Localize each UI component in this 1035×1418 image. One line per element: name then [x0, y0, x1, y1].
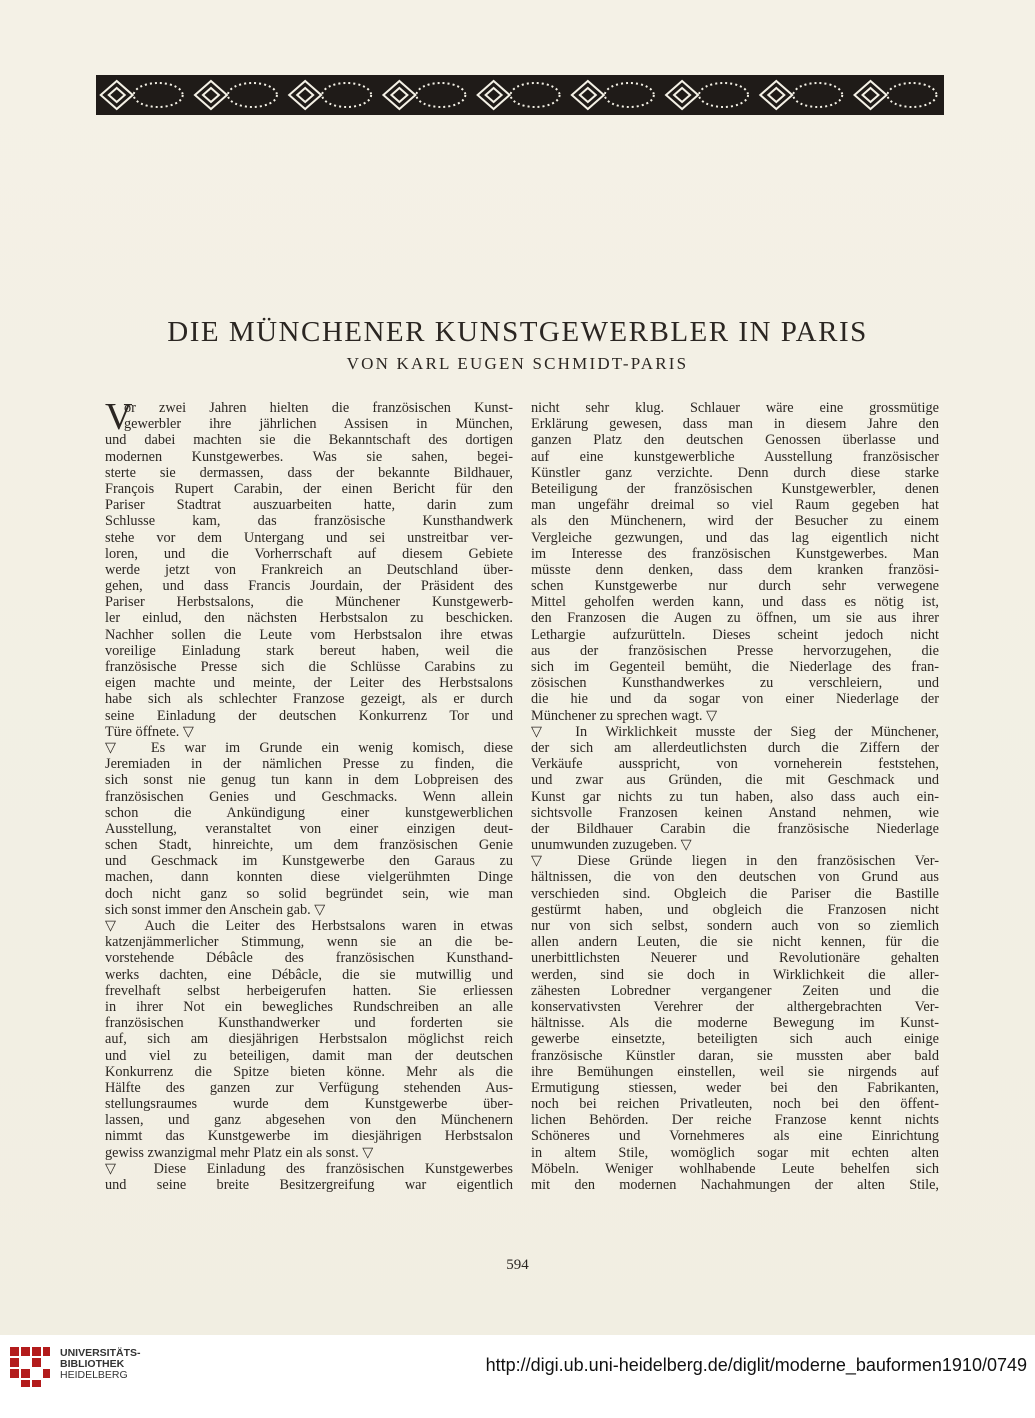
text-line: sich sonst immer den Anschein gab. ▽ — [105, 901, 326, 918]
text-line: Ermutigung stiessen, weder bei den Fabrikanten, — [531, 1079, 939, 1096]
text-line: auf, sich am diesjährigen Herbstsalon möglichst reich — [105, 1031, 513, 1048]
text-line: werde jetzt von Frankreich an Deutschland über- — [105, 561, 513, 578]
text-line: verschieden sind. Obgleich die Pariser die Bastille — [531, 885, 939, 902]
text-line: und seine breite Besitzergreifung war eigentlich — [105, 1177, 513, 1193]
text-line: und viel zu beteiligen, damit man der deutschen — [105, 1047, 513, 1064]
text-line: Verkäufe ausspricht, von vorneherein feststehen, — [531, 756, 939, 773]
source-url-link[interactable]: http://digi.ub.uni-heidelberg.de/diglit/moderne_bauformen1910/0749 — [485, 1355, 1027, 1375]
text-line: Möbeln. Weniger wohlhabende Leute behelfen sich — [531, 1160, 939, 1177]
text-line: werden, sind sie doch in Wirklichkeit die aller- — [531, 966, 939, 983]
text-line: schen Stadt, hinreichte, um dem französischen Genie — [105, 837, 513, 854]
text-line: gewerbler ihre jährlichen Assisen in München, — [124, 416, 513, 433]
text-line: ▽ In Wirklichkeit musste der Sieg der Münchener, — [531, 723, 939, 740]
text-line: frevelhaft selbst herbeigerufen hatten. Sie erliessen — [105, 982, 513, 999]
text-line: französischen Genies und Geschmacks. Wenn allein — [105, 788, 513, 805]
text-line: Konkurrenz die Spitze bieten könne. Mehr als die — [105, 1063, 513, 1080]
text-line: stellungsraumes wurde dem Kunstgewerbe über- — [105, 1096, 513, 1113]
text-line: zähesten Lobredner vergangener Zeiten und die — [531, 982, 939, 999]
text-line: sich sonst nie genug tun kann in dem Lobpreisen des — [105, 772, 513, 789]
text-line: Lethargie aufzurütteln. Dieses scheint jedoch nicht — [531, 626, 939, 643]
text-line: noch bei reichen Privatleuten, noch bei den öffent- — [531, 1096, 939, 1113]
text-line: gestürmt haben, und obgleich die Franzosen nicht — [531, 901, 939, 918]
text-line: habe sich als schlechter Franzose gezeigt, als er durch — [105, 691, 513, 708]
text-line: voreilige Einladung stark bereut haben, weil die — [105, 642, 513, 659]
text-line: seine Einladung der deutschen Konkurrenz Tor und — [105, 707, 513, 724]
text-line: ganzen Platz den deutschen Genossen überlasse und — [531, 432, 939, 449]
text-line: zösischen Kunsthandwerkes zu verschleiern, und — [531, 675, 939, 692]
text-line: Beteiligung der französischen Kunstgewerbler, denen — [531, 480, 939, 497]
text-line: in ihrer Not ein bewegliches Rundschreiben an alle — [105, 998, 513, 1015]
text-line: vorstehende Débâcle des französischen Kunsthand- — [105, 950, 513, 967]
digitization-footer — [0, 1335, 1035, 1418]
text-line: Münchener zu sprechen wagt. ▽ — [531, 707, 718, 724]
text-line: die hie und da sogar von einer Niederlage der — [531, 691, 939, 708]
text-line: in altem Stile, womöglich sogar mit echten alten — [531, 1144, 939, 1161]
text-line: Vergleiche gezwungen, und das lag eigentlich nicht — [531, 529, 939, 546]
text-line: machen, dann konnten diese vielgerühmten Dinge — [105, 869, 513, 886]
text-line: und Geschmack im Kunstgewerbe den Garaus zu — [105, 853, 513, 870]
text-line: mit den modernen Nachahmungen der alten Stile, — [531, 1177, 939, 1193]
text-line: stehe vor dem Untergang und sei unstreitbar ver- — [105, 529, 513, 546]
library-logo-icon — [8, 1345, 52, 1389]
text-line: Künstler ganz verzichte. Denn durch diese starke — [531, 464, 939, 481]
text-line: im Interesse des französischen Kunstgewerbes. Man — [531, 545, 939, 562]
text-line: französischen Kunsthandwerker und forderten sie — [105, 1015, 513, 1032]
text-line: hältnisse. Als die moderne Bewegung im Kunst- — [531, 1015, 939, 1032]
drop-cap: V — [105, 396, 133, 438]
text-line: gewiss zwanzigmal mehr Platz ein als sonst. ▽ — [105, 1144, 374, 1161]
text-line: modernen Kunstgewerbes. Was sie sahen, begei- — [105, 448, 513, 465]
text-line: der Bildhauer Carabin die französische Niederlage — [531, 820, 939, 837]
article-title: DIE MÜNCHENER KUNSTGEWERBLER IN PARIS — [167, 316, 868, 348]
text-line: werks dachten, eine Débâcle, die sie mutwillig und — [105, 966, 513, 983]
text-line: ▽ Auch die Leiter des Herbstsalons waren in etwas — [105, 918, 513, 934]
text-line: unerbittlichsten Neuerer und Revolutionäre gehalten — [531, 950, 939, 967]
text-line: nicht sehr klug. Schlauer wäre eine grossmütige — [531, 400, 939, 416]
text-line: Schöneres und Vornehmeres als eine Einrichtung — [531, 1128, 939, 1145]
text-line: Pariser Herbstsalons, die Münchener Kunstgewerb- — [105, 594, 513, 611]
text-line: sterte sie dermassen, dass der bekannte Bildhauer, — [105, 464, 513, 481]
text-line: man ungefähr dreimal so viel Raum gegeben hat — [531, 497, 939, 514]
text-line: nimmt das Kunstgewerbe im diesjährigen Herbstsalon — [105, 1128, 513, 1145]
library-name-line: UNIVERSITÄTS- — [60, 1347, 141, 1359]
text-line: als den Münchenern, wird der Besucher zu einem — [531, 513, 939, 530]
text-line: ▽ Diese Einladung des französischen Kunstgewerbes — [105, 1160, 513, 1177]
text-line: sichtsvolle Franzosen keinen Anstand nehmen, wie — [531, 804, 939, 821]
text-line: schen Kunstgewerbe nur durch sehr verwegene — [531, 578, 939, 595]
right-text-column — [531, 400, 939, 1193]
text-line: Mittel geholfen werden kann, und dass es nötig ist, — [531, 594, 939, 611]
text-line: den Franzosen die Augen zu öffnen, um sie aus ihrer — [531, 610, 939, 627]
text-line: Nachher sollen die Leute vom Herbstsalon ihre etwas — [105, 626, 513, 643]
text-line: aus der französischen Presse hervorzugehen, die — [531, 642, 939, 659]
text-line: der sich am allerdeutlichsten durch die Ziffern der — [531, 739, 939, 756]
page-number: 594 — [506, 1257, 529, 1273]
text-line: katzenjämmerlicher Stimmung, wenn sie an die be- — [105, 934, 513, 951]
text-line: lassen, und ganz abgesehen von den Münchenern — [105, 1112, 513, 1129]
text-line: Türe öffnete. ▽ — [105, 723, 194, 740]
text-line: gewerbe einsetzte, beteiligten sich auch einige — [531, 1031, 939, 1048]
text-line: nur von sich selbst, sondern auch von so ziemlich — [531, 918, 939, 934]
text-line: hältnissen, die von den deutschen von Grund aus — [531, 869, 939, 886]
text-line: eigen machte und meinte, der Leiter des Herbstsalons — [105, 675, 513, 692]
text-line: Kunst gar nichts zu tun haben, also dass auch ein- — [531, 788, 939, 805]
article-author: VON KARL EUGEN SCHMIDT-PARIS — [346, 354, 689, 373]
text-line: müsste denn denken, dass dem kranken französi- — [531, 561, 939, 578]
text-line: und dabei machten sie die Bekanntschaft des dortigen — [105, 432, 513, 449]
text-line: Ausstellung, veranstaltet von einer einzigen deut- — [105, 820, 513, 837]
text-line: loren, und die Vorherrschaft auf diesem Gebiete — [105, 545, 513, 562]
library-name — [60, 1348, 141, 1381]
text-line: und zwar aus Gründen, die mit Geschmack und — [531, 772, 939, 789]
text-line: ler einlud, den nächsten Herbstsalon zu beschicken. — [105, 610, 513, 627]
text-line: François Rupert Carabin, der einen Bericht für den — [105, 480, 513, 497]
text-line: schon die Ankündigung einer kunstgewerblichen — [105, 804, 513, 821]
text-line: konservativsten Verehrer der althergebrachten Ver- — [531, 998, 939, 1015]
left-text-column — [105, 396, 513, 1193]
text-line: Schlusse kam, das französische Kunsthandwerk — [105, 513, 513, 530]
text-line: lichen Behörden. Der reiche Franzose kennt nichts — [531, 1112, 939, 1129]
text-line: gehen, und dass Francis Jourdain, der Präsident des — [105, 578, 513, 595]
text-line: unumwunden zuzugeben. ▽ — [531, 837, 692, 854]
text-line: Jeremiaden in der nämlichen Presse zu finden, die — [105, 756, 513, 773]
library-name-line: BIBLIOTHEK — [60, 1358, 125, 1370]
text-line: Hälfte des ganzen zur Verfügung stehenden Aus- — [105, 1079, 513, 1096]
text-line: ▽ Es war im Grunde ein wenig komisch, diese — [105, 739, 513, 756]
text-line: allen andern Leuten, die sie nicht kennen, für die — [531, 934, 939, 951]
text-line: ▽ Diese Gründe liegen in den französischen Ver- — [531, 853, 939, 870]
decorative-ornament-border — [96, 75, 944, 115]
library-name-line: HEIDELBERG — [60, 1369, 128, 1381]
text-line: ihre Bemühungen einstellen, weil sie nirgends auf — [531, 1063, 939, 1080]
text-line: Pariser Stadtrat auszuarbeiten hatte, darin zum — [105, 497, 513, 514]
text-line: doch nicht ganz so solid begründet sein, wie man — [105, 885, 513, 902]
text-line: Erklärung gewesen, dass man in diesem Jahre den — [531, 416, 939, 433]
text-line: or zwei Jahren hielten die französischen Kunst- — [124, 400, 513, 416]
text-line: französische Künstler daran, sie mussten aber bald — [531, 1047, 939, 1064]
text-line: französische Presse sich die Schlüsse Carabins zu — [105, 659, 513, 675]
text-line: auf eine kunstgewerbliche Ausstellung französischer — [531, 448, 939, 465]
text-line: sich im Gegenteil bemüht, die Niederlage des fran- — [531, 659, 939, 675]
